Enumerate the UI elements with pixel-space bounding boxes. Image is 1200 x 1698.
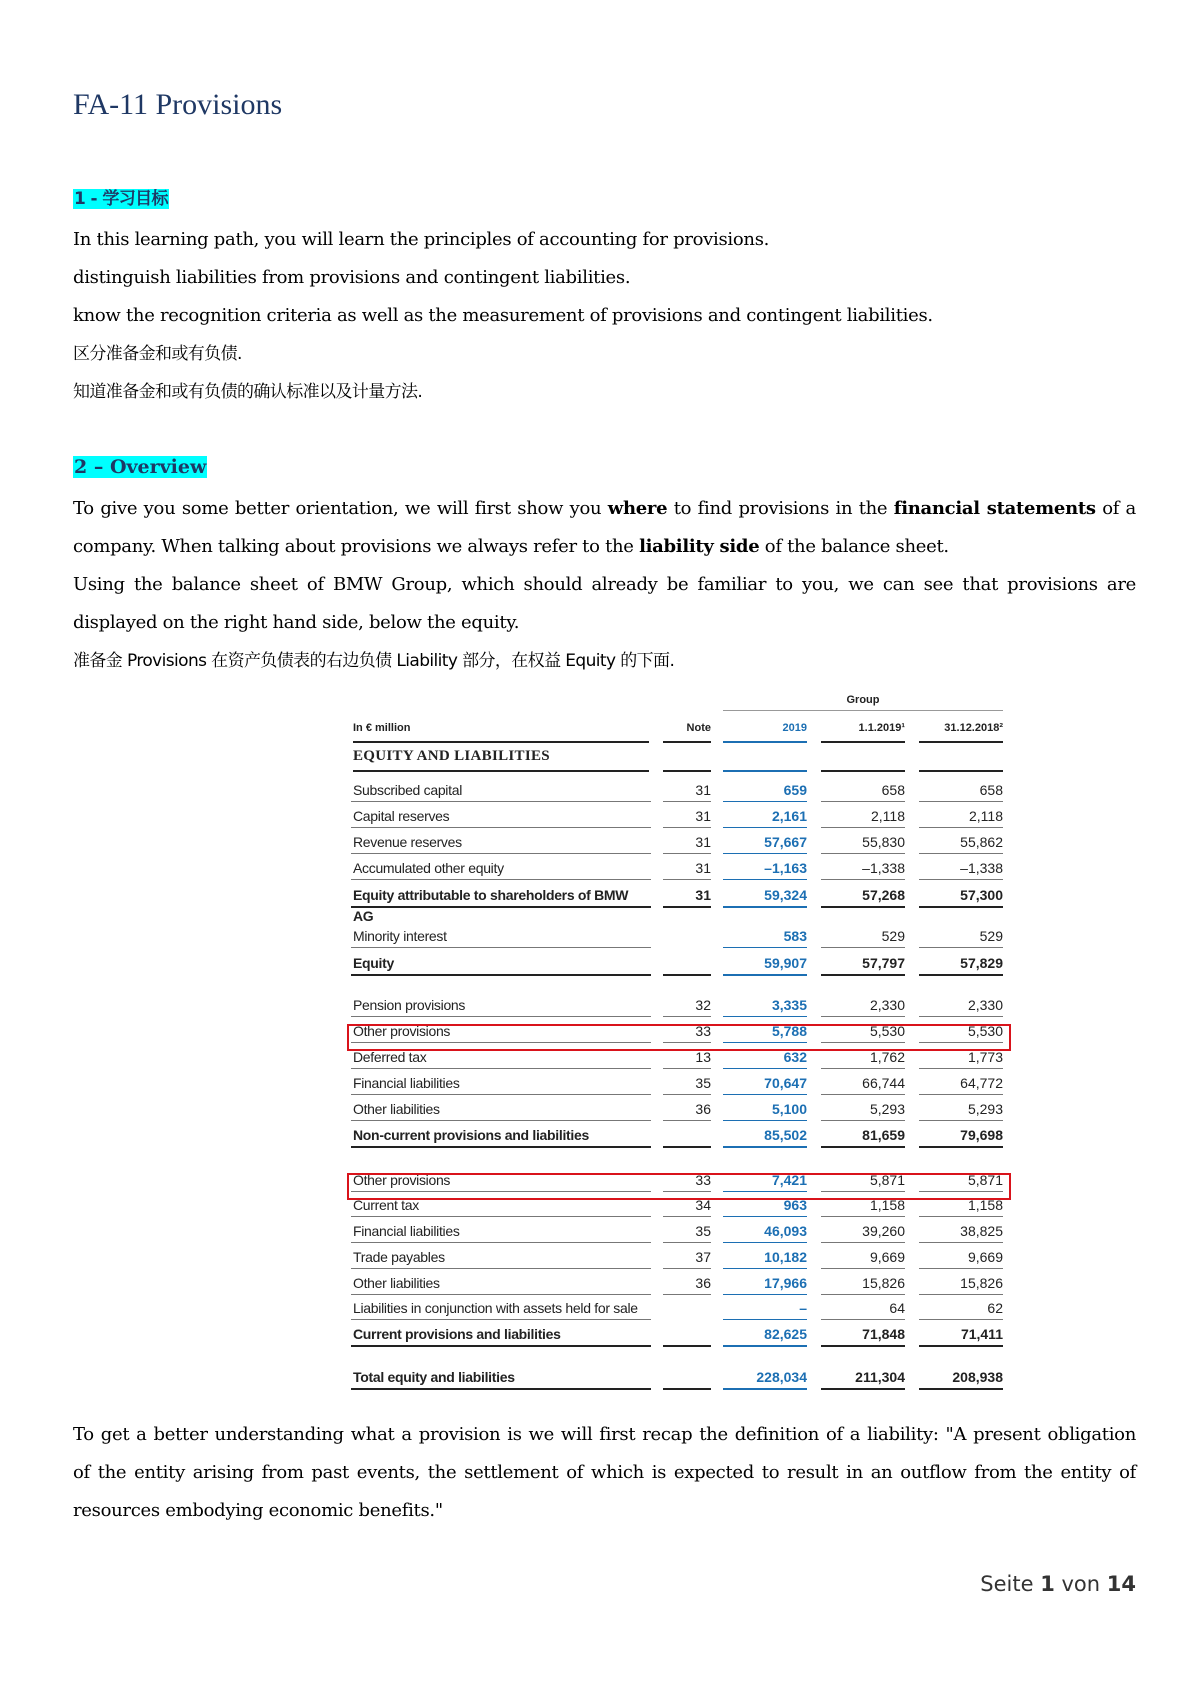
row-note: 31 xyxy=(663,780,711,802)
row-value-2019: 963 xyxy=(723,1195,807,1217)
highlight-box-current-other-provisions xyxy=(347,1173,1011,1200)
row-value-31-12-2018: 2,330 xyxy=(919,995,1003,1017)
definition-line-2: of the entity arising from past events, the settlement of which is expected to result in an outflow from the entity of xyxy=(73,1462,1136,1483)
group-header: Group xyxy=(723,694,1003,711)
row-value-31-12-2018: 5,871 xyxy=(919,1170,1003,1192)
row-note: 31 xyxy=(663,832,711,854)
balance-sheet-table xyxy=(273,694,1011,1410)
row-label: Financial liabilities xyxy=(351,1073,651,1095)
row-value-2019: 3,335 xyxy=(723,995,807,1017)
row-value-31-12-2018: 1,158 xyxy=(919,1195,1003,1217)
section1-line-5: 知道准备金和或有负债的确认标准以及计量方法. xyxy=(73,382,423,402)
section1-line-1: In this learning path, you will learn the principles of accounting for provisions. xyxy=(73,229,770,250)
row-value-1-1-2019: 2,118 xyxy=(821,806,905,828)
row-value-1-1-2019: 15,826 xyxy=(821,1273,905,1295)
table-row xyxy=(273,885,1011,924)
row-note xyxy=(663,1298,711,1320)
section1-heading: 1 - 学习目标 xyxy=(74,189,168,209)
row-value-1-1-2019: 64 xyxy=(821,1298,905,1320)
row-value-1-1-2019: 211,304 xyxy=(821,1367,905,1390)
table-row xyxy=(273,1073,1011,1095)
row-value-1-1-2019: 2,330 xyxy=(821,995,905,1017)
row-value-31-12-2018: 71,411 xyxy=(919,1324,1003,1347)
row-value-1-1-2019: 1,762 xyxy=(821,1047,905,1069)
table-row xyxy=(273,953,1011,975)
row-note: 36 xyxy=(663,1273,711,1295)
row-value-2019: – xyxy=(723,1298,807,1320)
row-note: 34 xyxy=(663,1195,711,1217)
section1-line-4: 区分准备金和或有负债. xyxy=(73,344,242,364)
row-label: Revenue reserves xyxy=(351,832,651,854)
overview-para-1-line-1: To give you some better orientation, we will first show you where to find provisions in the financial statements of a xyxy=(73,498,1136,519)
row-value-31-12-2018: 57,829 xyxy=(919,953,1003,976)
section2-heading: 2 – Overview xyxy=(74,456,207,478)
row-value-1-1-2019: 55,830 xyxy=(821,832,905,854)
row-value-2019: 82,625 xyxy=(723,1324,807,1347)
row-note xyxy=(663,1324,711,1347)
table-row xyxy=(273,832,1011,854)
row-note: 35 xyxy=(663,1073,711,1095)
table-row xyxy=(273,780,1011,802)
row-label: Non-current provisions and liabilities xyxy=(351,1125,651,1148)
table-row xyxy=(273,1125,1011,1147)
row-value-31-12-2018: 2,118 xyxy=(919,806,1003,828)
row-value-2019: 46,093 xyxy=(723,1221,807,1243)
row-value-2019: 7,421 xyxy=(723,1170,807,1192)
table-row xyxy=(273,995,1011,1017)
rule xyxy=(663,770,711,772)
row-note: 33 xyxy=(663,1021,711,1043)
col-31-12-2018-header: 31.12.2018² xyxy=(919,722,1003,743)
row-label: Other provisions xyxy=(351,1170,651,1192)
row-value-2019: 57,667 xyxy=(723,832,807,854)
row-label: Other liabilities xyxy=(351,1099,651,1121)
row-value-2019: 228,034 xyxy=(723,1367,807,1390)
page-footer: Seite 1 von 14 xyxy=(980,1572,1136,1596)
row-label: Financial liabilities xyxy=(351,1221,651,1243)
row-value-1-1-2019: 57,797 xyxy=(821,953,905,976)
row-label: Current tax xyxy=(351,1195,651,1217)
row-label: Capital reserves xyxy=(351,806,651,828)
row-value-2019: 17,966 xyxy=(723,1273,807,1295)
row-value-31-12-2018: 1,773 xyxy=(919,1047,1003,1069)
row-value-2019: 85,502 xyxy=(723,1125,807,1148)
row-value-1-1-2019: 658 xyxy=(821,780,905,802)
highlight-box-noncurrent-other-provisions xyxy=(347,1024,1011,1051)
row-value-1-1-2019: 57,268 xyxy=(821,885,905,908)
row-value-2019: 5,788 xyxy=(723,1021,807,1043)
row-value-2019: 70,647 xyxy=(723,1073,807,1095)
section1-line-3: know the recognition criteria as well as the measurement of provisions and contingent liabilities. xyxy=(73,305,933,326)
row-value-2019: 59,907 xyxy=(723,953,807,976)
overview-para-2-line-1: Using the balance sheet of BMW Group, which should already be familiar to you, we can see that provisions are xyxy=(73,574,1136,595)
row-label: Equity xyxy=(351,953,651,976)
row-value-2019: 2,161 xyxy=(723,806,807,828)
row-label: Current provisions and liabilities xyxy=(351,1324,651,1347)
row-value-2019: –1,163 xyxy=(723,858,807,880)
row-value-2019: 659 xyxy=(723,780,807,802)
rule xyxy=(919,770,1003,772)
note-header: Note xyxy=(663,722,711,743)
row-value-2019: 632 xyxy=(723,1047,807,1069)
row-label: Trade payables xyxy=(351,1247,651,1269)
col-1-1-2019-header: 1.1.2019¹ xyxy=(821,722,905,743)
row-note: 32 xyxy=(663,995,711,1017)
page-title: FA-11 Provisions xyxy=(73,88,283,121)
row-label: Pension provisions xyxy=(351,995,651,1017)
row-value-31-12-2018: 5,293 xyxy=(919,1099,1003,1121)
row-note xyxy=(663,953,711,976)
row-note: 31 xyxy=(663,858,711,880)
col-2019-header: 2019 xyxy=(723,722,807,743)
overview-zh-line: 准备金 Provisions 在资产负债表的右边负债 Liability 部分，在权益 Equity 的下面. xyxy=(73,651,675,671)
row-value-31-12-2018: 79,698 xyxy=(919,1125,1003,1148)
row-value-1-1-2019: 5,530 xyxy=(821,1021,905,1043)
row-value-31-12-2018: –1,338 xyxy=(919,858,1003,880)
row-value-31-12-2018: 38,825 xyxy=(919,1221,1003,1243)
row-value-2019: 10,182 xyxy=(723,1247,807,1269)
row-note: 33 xyxy=(663,1170,711,1192)
table-row xyxy=(273,1247,1011,1269)
row-value-1-1-2019: 81,659 xyxy=(821,1125,905,1148)
row-note: 37 xyxy=(663,1247,711,1269)
row-value-31-12-2018: 9,669 xyxy=(919,1247,1003,1269)
row-note: 31 xyxy=(663,806,711,828)
row-value-31-12-2018: 208,938 xyxy=(919,1367,1003,1390)
row-label: Minority interest xyxy=(351,926,651,948)
table-row xyxy=(273,1367,1011,1389)
overview-para-1-line-2: company. When talking about provisions we always refer to the liability side of the balance sheet. xyxy=(73,536,949,557)
table-row xyxy=(273,806,1011,828)
row-value-1-1-2019: 5,293 xyxy=(821,1099,905,1121)
row-value-1-1-2019: 5,871 xyxy=(821,1170,905,1192)
row-label: Liabilities in conjunction with assets held for sale xyxy=(351,1298,651,1320)
definition-line-1: To get a better understanding what a provision is we will first recap the definition of a liability: "A present obligation xyxy=(73,1424,1136,1445)
row-value-1-1-2019: 529 xyxy=(821,926,905,948)
row-value-31-12-2018: 15,826 xyxy=(919,1273,1003,1295)
row-value-2019: 59,324 xyxy=(723,885,807,908)
row-value-31-12-2018: 57,300 xyxy=(919,885,1003,908)
row-label: Subscribed capital xyxy=(351,780,651,802)
row-note: 35 xyxy=(663,1221,711,1243)
row-value-31-12-2018: 529 xyxy=(919,926,1003,948)
row-label: Deferred tax xyxy=(351,1047,651,1069)
row-note: 31 xyxy=(663,885,711,908)
row-label: Other provisions xyxy=(351,1021,651,1043)
table-row xyxy=(273,926,1011,948)
table-row xyxy=(273,1324,1011,1346)
row-label: Other liabilities xyxy=(351,1273,651,1295)
section1-line-2: distinguish liabilities from provisions and contingent liabilities. xyxy=(73,267,631,288)
row-note: 36 xyxy=(663,1099,711,1121)
row-value-1-1-2019: 39,260 xyxy=(821,1221,905,1243)
overview-para-2-line-2: displayed on the right hand side, below the equity. xyxy=(73,612,520,633)
table-row xyxy=(273,1221,1011,1243)
table-row xyxy=(273,1273,1011,1295)
row-value-1-1-2019: 9,669 xyxy=(821,1247,905,1269)
rule xyxy=(723,770,807,772)
row-note xyxy=(663,1125,711,1148)
definition-line-3: resources embodying economic benefits." xyxy=(73,1500,443,1521)
row-value-31-12-2018: 5,530 xyxy=(919,1021,1003,1043)
row-value-31-12-2018: 55,862 xyxy=(919,832,1003,854)
equity-liabilities-title: EQUITY AND LIABILITIES xyxy=(353,748,649,772)
table-row xyxy=(273,1099,1011,1121)
row-value-2019: 5,100 xyxy=(723,1099,807,1121)
row-value-2019: 583 xyxy=(723,926,807,948)
row-value-31-12-2018: 64,772 xyxy=(919,1073,1003,1095)
row-note xyxy=(663,926,711,948)
row-note: 13 xyxy=(663,1047,711,1069)
row-note xyxy=(663,1367,711,1390)
unit-header: In € million xyxy=(353,722,649,743)
table-row xyxy=(273,858,1011,880)
rule xyxy=(821,770,905,772)
row-label: Equity attributable to shareholders of BMW AG xyxy=(351,885,651,908)
row-label: Total equity and liabilities xyxy=(351,1367,651,1390)
row-value-1-1-2019: –1,338 xyxy=(821,858,905,880)
row-value-1-1-2019: 1,158 xyxy=(821,1195,905,1217)
row-label: Accumulated other equity xyxy=(351,858,651,880)
row-value-31-12-2018: 62 xyxy=(919,1298,1003,1320)
row-value-1-1-2019: 66,744 xyxy=(821,1073,905,1095)
row-value-1-1-2019: 71,848 xyxy=(821,1324,905,1347)
table-row xyxy=(273,1298,1011,1320)
row-value-31-12-2018: 658 xyxy=(919,780,1003,802)
